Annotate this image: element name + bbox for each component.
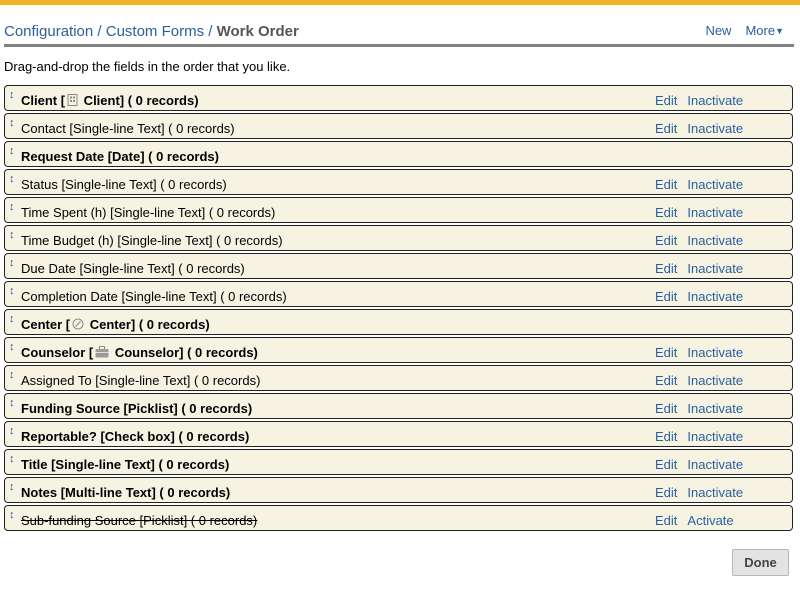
inactivate-link[interactable]: Inactivate [687,457,744,472]
breadcrumb-custom-forms[interactable]: Custom Forms [105,23,205,40]
field-label [21,261,245,276]
field-list [4,85,793,533]
inactivate-link[interactable]: Inactivate [687,121,744,136]
field-label-text: Notes [Multi-line Text] ( 0 records) [21,485,231,500]
field-label-text: Reportable? [Check box] ( 0 records) [21,429,250,444]
edit-link[interactable]: Edit [655,121,678,136]
field-label-text: Title [Single-line Text] ( 0 records) [21,457,230,472]
field-label [21,345,258,361]
field-actions [655,93,753,108]
field-label-text: Funding Source [Picklist] ( 0 records) [21,401,253,416]
field-label [21,149,219,164]
breadcrumb [4,23,299,40]
field-row[interactable] [4,85,793,111]
field-label-text: Contact [Single-line Text] ( 0 records) [21,121,235,136]
edit-link[interactable]: Edit [655,429,678,444]
inactivate-link[interactable]: Inactivate [687,401,744,416]
field-label-text: Counselor] ( 0 records) [111,345,258,360]
field-label [21,485,230,500]
field-row[interactable] [4,169,793,195]
inactivate-link[interactable]: Inactivate [687,177,744,192]
field-label-text: Time Spent (h) [Single-line Text] ( 0 records) [21,205,276,220]
drag-handle-icon[interactable]: ↕ [9,257,15,269]
drag-handle-icon[interactable]: ↕ [9,425,15,437]
field-actions [655,345,753,360]
drag-handle-icon[interactable]: ↕ [9,117,15,129]
field-row[interactable] [4,449,793,475]
edit-link[interactable]: Edit [655,401,678,416]
field-actions [655,261,753,276]
field-label-text: Completion Date [Single-line Text] ( 0 records) [21,289,287,304]
inactivate-link[interactable]: Inactivate [687,261,744,276]
field-row[interactable] [4,197,793,223]
activate-link[interactable]: Activate [687,513,734,528]
inactivate-link[interactable]: Inactivate [687,93,744,108]
field-label-text: Due Date [Single-line Text] ( 0 records) [21,261,245,276]
field-actions [655,429,753,444]
new-button[interactable]: New [705,23,732,38]
field-actions [655,289,753,304]
field-row[interactable] [4,477,793,503]
field-label [21,401,252,416]
drag-handle-icon[interactable]: ↕ [9,313,15,325]
drag-handle-icon[interactable]: ↕ [9,369,15,381]
breadcrumb-separator: / [97,23,102,40]
edit-link[interactable]: Edit [655,289,678,304]
field-label-text: Center [ [21,317,71,332]
field-label [21,429,249,444]
inactivate-link[interactable]: Inactivate [687,373,744,388]
edit-link[interactable]: Edit [655,261,678,276]
field-label-text: Center] ( 0 records) [86,317,210,332]
field-label-text: Client] ( 0 records) [80,93,199,108]
field-label-text: Status [Single-line Text] ( 0 records) [21,177,227,192]
field-actions [655,121,753,136]
field-label-text: Request Date [Date] ( 0 records) [21,149,219,164]
drag-handle-icon[interactable]: ↕ [9,229,15,241]
field-label-text: Client [ [21,93,66,108]
drag-handle-icon[interactable]: ↕ [9,509,15,521]
inactivate-link[interactable]: Inactivate [687,485,744,500]
inactivate-link[interactable]: Inactivate [687,289,744,304]
edit-link[interactable]: Edit [655,93,678,108]
field-label [21,513,257,528]
header-actions [691,23,784,38]
field-label [21,289,287,304]
field-row[interactable] [4,365,793,391]
field-actions [655,205,753,220]
inactivate-link[interactable]: Inactivate [687,345,744,360]
field-row[interactable] [4,309,793,335]
edit-link[interactable]: Edit [655,177,678,192]
field-row[interactable] [4,113,793,139]
instructions-text: Drag-and-drop the fields in the order that you like. [4,59,291,74]
edit-link[interactable]: Edit [655,513,678,528]
briefcase-icon [95,346,109,361]
page-title: Work Order [216,23,299,40]
breadcrumb-configuration[interactable]: Configuration [4,23,94,40]
inactivate-link[interactable]: Inactivate [687,429,744,444]
field-actions [655,233,753,248]
top-accent-bar [0,0,800,5]
field-row[interactable] [4,421,793,447]
field-row[interactable] [4,281,793,307]
inactivate-link[interactable]: Inactivate [687,205,744,220]
drag-handle-icon[interactable]: ↕ [9,397,15,409]
drag-handle-icon[interactable]: ↕ [9,453,15,465]
inactivate-link[interactable]: Inactivate [687,233,744,248]
field-row[interactable] [4,141,793,167]
field-row[interactable] [4,225,793,251]
field-actions [655,373,753,388]
drag-handle-icon[interactable]: ↕ [9,89,15,101]
page-header [4,16,794,47]
edit-link[interactable]: Edit [655,457,678,472]
caret-down-icon: ▼ [775,26,784,36]
edit-link[interactable]: Edit [655,233,678,248]
field-actions [655,513,744,528]
breadcrumb-separator: / [208,23,213,40]
field-label-text: Assigned To [Single-line Text] ( 0 records) [21,373,261,388]
field-actions [655,401,753,416]
more-menu-button[interactable] [745,23,784,38]
field-label-text: Time Budget (h) [Single-line Text] ( 0 records) [21,233,283,248]
field-label-text: Sub-funding Source [Picklist] ( 0 records) [21,513,258,528]
field-label [21,121,235,136]
field-label [21,177,227,192]
field-label [21,373,260,388]
edit-link[interactable]: Edit [655,485,678,500]
field-label-text: Counselor [ [21,345,94,360]
field-row[interactable] [4,505,793,531]
done-button[interactable]: Done [732,549,789,576]
field-actions [655,177,753,192]
drag-handle-icon[interactable]: ↕ [9,145,15,157]
drag-handle-icon[interactable]: ↕ [9,201,15,213]
field-row[interactable] [4,393,793,419]
drag-handle-icon[interactable]: ↕ [9,173,15,185]
field-row[interactable] [4,337,793,363]
building-icon [67,94,78,109]
field-row[interactable] [4,253,793,279]
compass-icon [72,318,84,333]
field-label [21,233,283,248]
field-label [21,317,210,333]
field-label [21,205,275,220]
field-label [21,457,229,472]
edit-link[interactable]: Edit [655,345,678,360]
field-actions [655,485,753,500]
drag-handle-icon[interactable]: ↕ [9,285,15,297]
field-label [21,93,199,109]
edit-link[interactable]: Edit [655,373,678,388]
drag-handle-icon[interactable]: ↕ [9,481,15,493]
drag-handle-icon[interactable]: ↕ [9,341,15,353]
field-actions [655,457,753,472]
edit-link[interactable]: Edit [655,205,678,220]
more-label: More [745,23,776,38]
